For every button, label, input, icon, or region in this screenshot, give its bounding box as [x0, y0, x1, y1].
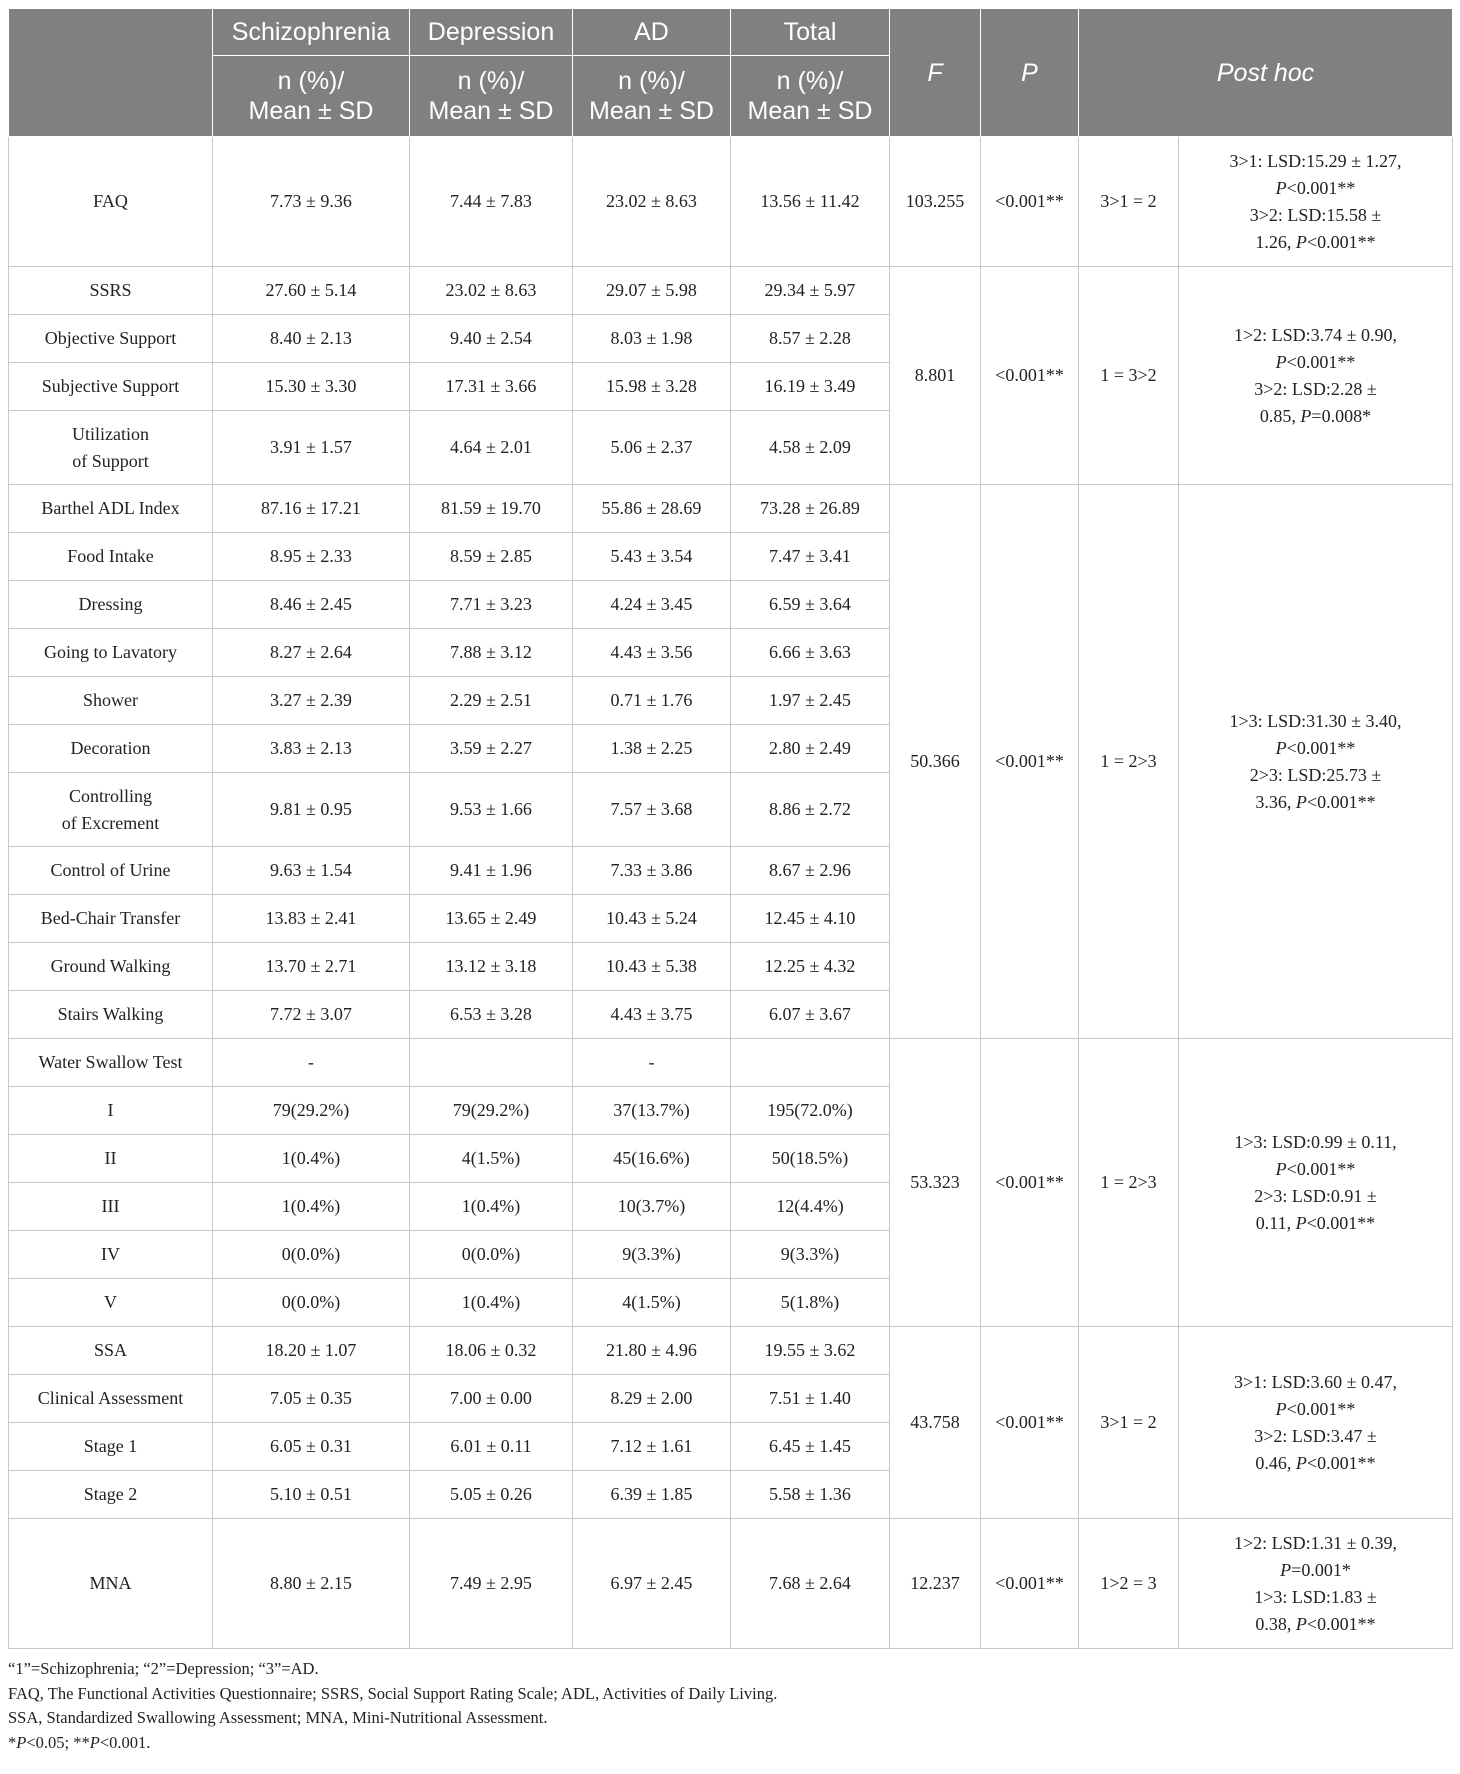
value-cell: 79(29.2%)	[213, 1087, 410, 1135]
value-cell: 6.01 ± 0.11	[410, 1423, 573, 1471]
row-label-line: Objective Support	[44, 328, 177, 348]
f-value: 43.758	[890, 1327, 981, 1519]
value-cell: 29.07 ± 5.98	[573, 267, 731, 315]
row-label-line: FAQ	[93, 191, 128, 211]
text-run: 0.38,	[1255, 1613, 1296, 1634]
row-label-line: Controlling	[68, 785, 152, 806]
footnote-line	[8, 1706, 1452, 1731]
row-label	[9, 411, 213, 485]
p-value: <0.001**	[981, 485, 1079, 1039]
row-label	[9, 363, 213, 411]
value-cell: 8.80 ± 2.15	[213, 1519, 410, 1649]
italic-text: P	[1295, 1613, 1307, 1634]
table-row	[9, 1327, 1453, 1375]
text-run: 1>3: LSD:1.83 ±	[1254, 1586, 1377, 1607]
group-order: 3>1 = 2	[1079, 137, 1179, 267]
subheader-line-1: n (%)/	[277, 67, 345, 95]
value-cell: 7.00 ± 0.00	[410, 1375, 573, 1423]
value-cell: 27.60 ± 5.14	[213, 267, 410, 315]
value-cell: 1.38 ± 2.25	[573, 725, 731, 773]
table-row	[9, 137, 1453, 267]
value-cell: 55.86 ± 28.69	[573, 485, 731, 533]
value-cell: 8.46 ± 2.45	[213, 581, 410, 629]
text-run: <0.001**	[1286, 1398, 1356, 1419]
row-label	[9, 1471, 213, 1519]
table-container	[8, 8, 1452, 1755]
value-cell: 1(0.4%)	[213, 1135, 410, 1183]
group-order: 1 = 2>3	[1079, 1039, 1179, 1327]
row-label	[9, 847, 213, 895]
value-cell: 7.33 ± 3.86	[573, 847, 731, 895]
row-label	[9, 1375, 213, 1423]
value-cell: 12.45 ± 4.10	[731, 895, 890, 943]
text-run: 3>2: LSD:2.28 ±	[1254, 378, 1377, 399]
row-label-line: Control of Urine	[50, 860, 171, 880]
header-group-depression: Depression	[410, 9, 573, 56]
text-run: SSA, Standardized Swallowing Assessment; MNA, Mini-Nutritional Assessment.	[8, 1708, 548, 1727]
row-label-line: of Excrement	[61, 812, 160, 833]
value-cell: 13.56 ± 11.42	[731, 137, 890, 267]
f-value: 50.366	[890, 485, 981, 1039]
row-label	[9, 315, 213, 363]
value-cell: 6.07 ± 3.67	[731, 991, 890, 1039]
italic-text: P	[1280, 1559, 1292, 1580]
row-label-line: SSRS	[89, 280, 132, 300]
footnote-line	[8, 1731, 1452, 1756]
value-cell: 0(0.0%)	[213, 1231, 410, 1279]
row-label	[9, 267, 213, 315]
row-label	[9, 1327, 213, 1375]
value-cell: 45(16.6%)	[573, 1135, 731, 1183]
p-value: <0.001**	[981, 137, 1079, 267]
value-cell: 7.73 ± 9.36	[213, 137, 410, 267]
row-label-line: III	[101, 1196, 120, 1216]
value-cell: 7.68 ± 2.64	[731, 1519, 890, 1649]
row-label-line: of Support	[72, 450, 149, 471]
row-label-line: Stairs Walking	[57, 1004, 164, 1024]
row-label	[9, 1519, 213, 1649]
text-run: FAQ, The Functional Activities Questionnaire; SSRS, Social Support Rating Scale; ADL, Activities of Daily Living.	[8, 1683, 778, 1703]
value-cell: 10.43 ± 5.24	[573, 895, 731, 943]
text-run: <0.001**	[1286, 351, 1356, 372]
table-row	[9, 485, 1453, 533]
value-cell: 8.95 ± 2.33	[213, 533, 410, 581]
text-run: *	[8, 1732, 17, 1752]
text-run: 0.11,	[1255, 1212, 1296, 1233]
row-label-line: Bed-Chair Transfer	[40, 908, 181, 928]
footnote-line	[8, 1657, 1452, 1682]
row-label	[9, 581, 213, 629]
value-cell: 18.20 ± 1.07	[213, 1327, 410, 1375]
italic-text: P	[1275, 351, 1287, 372]
value-cell: 8.40 ± 2.13	[213, 315, 410, 363]
italic-text: P	[1295, 1452, 1307, 1473]
row-label	[9, 943, 213, 991]
value-cell: 50(18.5%)	[731, 1135, 890, 1183]
table-row	[9, 267, 1453, 315]
subheader-line-2: Mean ± SD	[747, 97, 873, 125]
value-cell: 7.47 ± 3.41	[731, 533, 890, 581]
value-cell: 18.06 ± 0.32	[410, 1327, 573, 1375]
value-cell: 2.80 ± 2.49	[731, 725, 890, 773]
value-cell: 81.59 ± 19.70	[410, 485, 573, 533]
text-run: 1>2: LSD:1.31 ± 0.39,	[1233, 1532, 1398, 1553]
italic-text: P	[1295, 791, 1307, 812]
value-cell: 1(0.4%)	[410, 1183, 573, 1231]
row-label	[9, 1183, 213, 1231]
f-value: 12.237	[890, 1519, 981, 1649]
value-cell: 4.43 ± 3.56	[573, 629, 731, 677]
text-run: <0.001**	[1306, 1452, 1376, 1473]
value-cell: 13.12 ± 3.18	[410, 943, 573, 991]
value-cell: 79(29.2%)	[410, 1087, 573, 1135]
value-cell: 29.34 ± 5.97	[731, 267, 890, 315]
value-cell: 9(3.3%)	[573, 1231, 731, 1279]
row-label-line: I	[107, 1100, 114, 1120]
post-hoc-result	[1179, 1327, 1453, 1519]
value-cell: 8.03 ± 1.98	[573, 315, 731, 363]
f-value: 53.323	[890, 1039, 981, 1327]
header-subheader	[573, 56, 731, 137]
value-cell: 4.24 ± 3.45	[573, 581, 731, 629]
value-cell: 0(0.0%)	[410, 1231, 573, 1279]
value-cell: 13.65 ± 2.49	[410, 895, 573, 943]
value-cell: 7.05 ± 0.35	[213, 1375, 410, 1423]
subheader-line-2: Mean ± SD	[589, 97, 714, 125]
value-cell: 15.30 ± 3.30	[213, 363, 410, 411]
italic-text: P	[1275, 177, 1287, 198]
italic-text: P	[1275, 737, 1287, 758]
value-cell: 7.44 ± 7.83	[410, 137, 573, 267]
header-f: F	[890, 9, 981, 137]
value-cell: 23.02 ± 8.63	[410, 267, 573, 315]
value-cell: 7.57 ± 3.68	[573, 773, 731, 847]
value-cell: 16.19 ± 3.49	[731, 363, 890, 411]
row-label-line: II	[104, 1148, 117, 1168]
text-run: 1>3: LSD:31.30 ± 3.40,	[1229, 710, 1402, 731]
text-run: <0.001**	[1286, 1158, 1356, 1179]
row-label	[9, 895, 213, 943]
p-value: <0.001**	[981, 1039, 1079, 1327]
p-value: <0.001**	[981, 267, 1079, 485]
post-hoc-result	[1179, 1039, 1453, 1327]
subheader-line-1: n (%)/	[776, 67, 844, 95]
text-run: 1>3: LSD:0.99 ± 0.11,	[1234, 1131, 1397, 1152]
row-label	[9, 1279, 213, 1327]
post-hoc-result	[1179, 1519, 1453, 1649]
text-run: <0.001**	[1286, 177, 1356, 198]
row-label	[9, 533, 213, 581]
value-cell: 8.27 ± 2.64	[213, 629, 410, 677]
italic-text: P	[89, 1732, 100, 1752]
value-cell	[410, 1039, 573, 1087]
value-cell: 7.88 ± 3.12	[410, 629, 573, 677]
text-run: “1”=Schizophrenia; “2”=Depression; “3”=AD.	[8, 1659, 319, 1678]
value-cell	[731, 1039, 890, 1087]
value-cell: 9(3.3%)	[731, 1231, 890, 1279]
row-label	[9, 1039, 213, 1087]
value-cell: 4.43 ± 3.75	[573, 991, 731, 1039]
row-label-line: Utilization	[72, 423, 149, 444]
text-run: 2>3: LSD:0.91 ±	[1254, 1185, 1377, 1206]
text-run: 3.36,	[1255, 791, 1296, 812]
text-run: 0.46,	[1255, 1452, 1296, 1473]
value-cell: 15.98 ± 3.28	[573, 363, 731, 411]
value-cell: 21.80 ± 4.96	[573, 1327, 731, 1375]
value-cell: 12.25 ± 4.32	[731, 943, 890, 991]
subheader-line-2: Mean ± SD	[428, 97, 554, 125]
value-cell: 4.58 ± 2.09	[731, 411, 890, 485]
value-cell: 4(1.5%)	[573, 1279, 731, 1327]
value-cell: 9.81 ± 0.95	[213, 773, 410, 847]
value-cell: 6.39 ± 1.85	[573, 1471, 731, 1519]
results-table	[8, 8, 1453, 1649]
value-cell: 8.29 ± 2.00	[573, 1375, 731, 1423]
value-cell: 17.31 ± 3.66	[410, 363, 573, 411]
row-label	[9, 629, 213, 677]
value-cell: 87.16 ± 17.21	[213, 485, 410, 533]
value-cell: 4(1.5%)	[410, 1135, 573, 1183]
value-cell: -	[213, 1039, 410, 1087]
text-run: 2>3: LSD:25.73 ±	[1249, 764, 1382, 785]
value-cell: 6.53 ± 3.28	[410, 991, 573, 1039]
italic-text: P	[1295, 1212, 1307, 1233]
value-cell: 8.59 ± 2.85	[410, 533, 573, 581]
header-subheader	[410, 56, 573, 137]
row-label-line: V	[104, 1292, 117, 1312]
text-run: 3>2: LSD:15.58 ±	[1249, 204, 1382, 225]
value-cell: 3.83 ± 2.13	[213, 725, 410, 773]
value-cell: 19.55 ± 3.62	[731, 1327, 890, 1375]
value-cell: 5(1.8%)	[731, 1279, 890, 1327]
value-cell: 13.83 ± 2.41	[213, 895, 410, 943]
text-run: <0.001**	[1306, 1613, 1376, 1634]
value-cell: 6.66 ± 3.63	[731, 629, 890, 677]
value-cell: 37(13.7%)	[573, 1087, 731, 1135]
value-cell: 9.40 ± 2.54	[410, 315, 573, 363]
header-subheader	[731, 56, 890, 137]
header-subheader	[213, 56, 410, 137]
row-label-line: Dressing	[78, 594, 143, 614]
text-run: 1.26,	[1255, 231, 1296, 252]
p-value: <0.001**	[981, 1519, 1079, 1649]
value-cell: 1(0.4%)	[410, 1279, 573, 1327]
row-label-line: IV	[101, 1244, 120, 1264]
group-order: 1 = 2>3	[1079, 485, 1179, 1039]
value-cell: 5.58 ± 1.36	[731, 1471, 890, 1519]
text-run: 1>2: LSD:3.74 ± 0.90,	[1233, 324, 1398, 345]
text-run: <0.001.	[99, 1732, 151, 1752]
value-cell: 1(0.4%)	[213, 1183, 410, 1231]
italic-text: P	[1300, 405, 1312, 426]
header-p: P	[981, 9, 1079, 137]
p-value: <0.001**	[981, 1327, 1079, 1519]
value-cell: 6.97 ± 2.45	[573, 1519, 731, 1649]
text-run: <0.001**	[1306, 791, 1376, 812]
italic-text: P	[1275, 1398, 1287, 1419]
value-cell: 3.27 ± 2.39	[213, 677, 410, 725]
header-post-hoc: Post hoc	[1079, 9, 1453, 137]
value-cell: 7.12 ± 1.61	[573, 1423, 731, 1471]
value-cell: 7.72 ± 3.07	[213, 991, 410, 1039]
header-group-schizophrenia: Schizophrenia	[213, 9, 410, 56]
text-run: <0.001**	[1306, 1212, 1376, 1233]
value-cell: 5.06 ± 2.37	[573, 411, 731, 485]
value-cell: 7.49 ± 2.95	[410, 1519, 573, 1649]
header-blank-cell	[9, 9, 213, 137]
value-cell: 12(4.4%)	[731, 1183, 890, 1231]
row-label	[9, 677, 213, 725]
table-header	[9, 9, 1453, 137]
row-label-line: MNA	[89, 1573, 132, 1593]
post-hoc-result	[1179, 137, 1453, 267]
row-label-line: Decoration	[70, 738, 151, 758]
row-label	[9, 137, 213, 267]
value-cell: 73.28 ± 26.89	[731, 485, 890, 533]
row-label-line: Food Intake	[67, 546, 154, 566]
italic-text: P	[1275, 1158, 1287, 1179]
row-label	[9, 725, 213, 773]
table-row	[9, 1039, 1453, 1087]
row-label-line: Stage 2	[83, 1484, 138, 1504]
row-label	[9, 773, 213, 847]
row-label-line: Shower	[83, 690, 138, 710]
value-cell: 5.05 ± 0.26	[410, 1471, 573, 1519]
row-label-line: Water Swallow Test	[38, 1052, 183, 1072]
value-cell: 0.71 ± 1.76	[573, 677, 731, 725]
row-label-line: Clinical Assessment	[37, 1388, 184, 1408]
value-cell: -	[573, 1039, 731, 1087]
row-label-line: Going to Lavatory	[44, 642, 177, 662]
text-run: =0.008*	[1311, 405, 1372, 426]
footnotes	[8, 1657, 1452, 1755]
value-cell: 10.43 ± 5.38	[573, 943, 731, 991]
value-cell: 8.67 ± 2.96	[731, 847, 890, 895]
value-cell: 13.70 ± 2.71	[213, 943, 410, 991]
value-cell: 6.59 ± 3.64	[731, 581, 890, 629]
value-cell: 5.43 ± 3.54	[573, 533, 731, 581]
group-order: 1 = 3>2	[1079, 267, 1179, 485]
row-label-line: SSA	[93, 1340, 128, 1360]
subheader-line-1: n (%)/	[457, 67, 525, 95]
subheader-line-1: n (%)/	[618, 67, 685, 95]
text-run: 3>1: LSD:3.60 ± 0.47,	[1233, 1371, 1398, 1392]
value-cell: 1.97 ± 2.45	[731, 677, 890, 725]
italic-text: P	[16, 1732, 27, 1752]
value-cell: 6.45 ± 1.45	[731, 1423, 890, 1471]
row-label-line: Barthel ADL Index	[41, 498, 180, 518]
value-cell: 7.71 ± 3.23	[410, 581, 573, 629]
italic-text: P	[1295, 231, 1307, 252]
text-run: 0.85,	[1259, 405, 1301, 426]
value-cell: 4.64 ± 2.01	[410, 411, 573, 485]
row-label	[9, 1135, 213, 1183]
text-run: 3>2: LSD:3.47 ±	[1254, 1425, 1377, 1446]
value-cell: 3.91 ± 1.57	[213, 411, 410, 485]
value-cell: 9.63 ± 1.54	[213, 847, 410, 895]
row-label	[9, 485, 213, 533]
value-cell: 0(0.0%)	[213, 1279, 410, 1327]
value-cell: 9.41 ± 1.96	[410, 847, 573, 895]
footnote-line	[8, 1682, 1452, 1707]
row-label	[9, 991, 213, 1039]
row-label	[9, 1087, 213, 1135]
row-label-line: Subjective Support	[41, 376, 180, 396]
f-value: 103.255	[890, 137, 981, 267]
text-run: <0.001**	[1306, 231, 1376, 252]
value-cell: 8.57 ± 2.28	[731, 315, 890, 363]
post-hoc-result	[1179, 267, 1453, 485]
table-body	[9, 137, 1453, 1649]
value-cell: 2.29 ± 2.51	[410, 677, 573, 725]
table-row	[9, 1519, 1453, 1649]
text-run: <0.05; **	[26, 1732, 90, 1752]
f-value: 8.801	[890, 267, 981, 485]
text-run: 3>1: LSD:15.29 ± 1.27,	[1229, 150, 1402, 171]
post-hoc-result	[1179, 485, 1453, 1039]
value-cell: 23.02 ± 8.63	[573, 137, 731, 267]
text-run: =0.001*	[1291, 1559, 1351, 1580]
value-cell: 5.10 ± 0.51	[213, 1471, 410, 1519]
header-group-ad: AD	[573, 9, 731, 56]
group-order: 3>1 = 2	[1079, 1327, 1179, 1519]
value-cell: 7.51 ± 1.40	[731, 1375, 890, 1423]
value-cell: 6.05 ± 0.31	[213, 1423, 410, 1471]
subheader-line-2: Mean ± SD	[248, 97, 374, 125]
value-cell: 3.59 ± 2.27	[410, 725, 573, 773]
group-order: 1>2 = 3	[1079, 1519, 1179, 1649]
row-label	[9, 1423, 213, 1471]
header-group-total: Total	[731, 9, 890, 56]
header-row-groups	[9, 9, 1453, 56]
value-cell: 9.53 ± 1.66	[410, 773, 573, 847]
row-label-line: Stage 1	[83, 1436, 138, 1456]
row-label	[9, 1231, 213, 1279]
text-run: <0.001**	[1286, 737, 1356, 758]
value-cell: 195(72.0%)	[731, 1087, 890, 1135]
value-cell: 8.86 ± 2.72	[731, 773, 890, 847]
row-label-line: Ground Walking	[50, 956, 171, 976]
value-cell: 10(3.7%)	[573, 1183, 731, 1231]
